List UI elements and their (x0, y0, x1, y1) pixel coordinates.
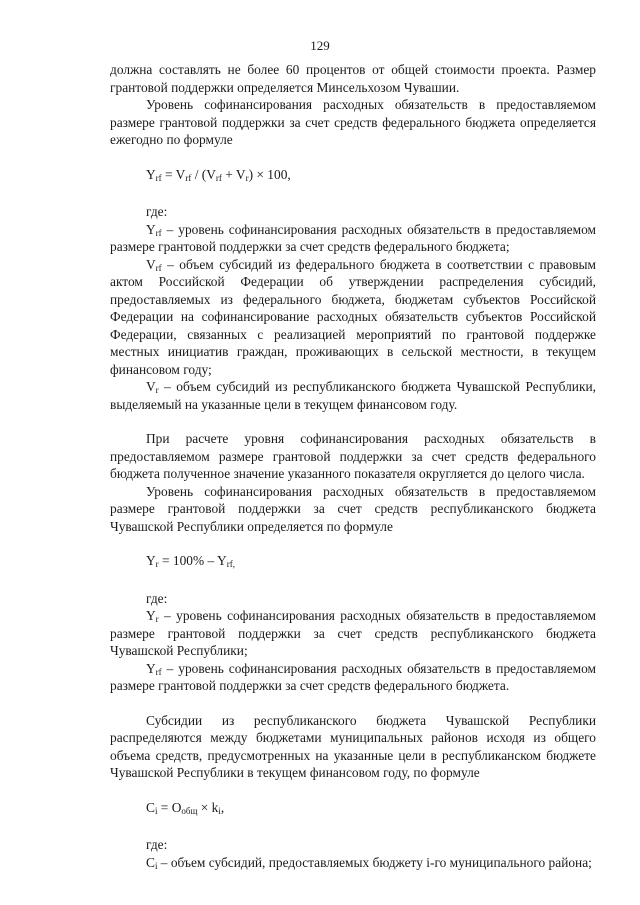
formula-republic-level: $Y_r = 100\% - Y_{rf,}$ (146, 553, 235, 569)
where-label: где: (146, 837, 168, 852)
definition-y-rf: $Y_{rf}$ – уровень софинансирования расходных обязательств в предоставляемом размере грантовой поддержки за счет средств федерального бюджета; (110, 221, 596, 254)
paragraph-republic-level-intro: Уровень софинансирования расходных обязательств в предоставляемом размере грантовой поддержки за счет средств республиканского бюджета Чувашской Республики определяется по формуле (110, 483, 596, 534)
formula-federal-level: $Y_{rf} = V_{rf} / (V_{rf} + V_r) \times 100$, (146, 166, 291, 183)
paragraph-continuation: должна составлять не более 60 процентов от общей стоимости проекта. Размер грантовой поддержки определяется Минсельхозом Чувашии. (110, 62, 596, 95)
definition-c-i: $C_i$ – объем субсидий, предоставляемых бюджету i-го муниципального района; (146, 854, 592, 871)
paragraph-rounding: При расчете уровня софинансирования расходных обязательств в предоставляемом размере грантовой поддержки за счет средств федерального бюджета полученное значение указанного показателя округляется до целого числа. (110, 431, 596, 481)
definition-y-r: $Y_r$ – уровень софинансирования расходных обязательств в предоставляемом размере грантовой поддержки за счет средств республиканского бюджета Чувашской Республики; (110, 608, 596, 658)
document-body (110, 61, 596, 871)
where-label: где: (146, 590, 168, 606)
definition-y-rf-second: $Y_{rf}$ – уровень софинансирования расходных обязательств в предоставляемом размере грантовой поддержки за счет средств федерального бюджета. (110, 660, 596, 693)
page-number: 129 (310, 38, 330, 53)
definition-v-rf: $V_{rf}$ – объем субсидий из федерального бюджета в соответствии с правовым актом Российской Федерации об утверждении распределения субсидий, предоставляемых из федерального бюджета, бюджетам субъектов Российской Федерации на софинансирование расходных обязательств субъектов Российской Федерации, связанных с реализацией мероприятий по грантовой поддержке местных инициатив граждан, проживающих в сельской местности, в текущем финансовом году; (110, 256, 596, 377)
where-label: где: (146, 204, 168, 219)
definition-v-r: $V_r$ – объем субсидий из республиканского бюджета Чувашской Республики, выделяемый на указанные цели в текущем финансовом году. (110, 379, 596, 412)
formula-distribution: $C_i = O_{общ} \times k_i$, (146, 799, 225, 816)
paragraph-distribution: Субсидии из республиканского бюджета Чувашской Республики распределяются между бюджетами муниципальных районов исходя из общего объема средств, предусмотренных на указанные цели в республиканском бюджете Чувашской Республики в текущем финансовом году, по формуле (110, 712, 596, 780)
paragraph-federal-level-intro: Уровень софинансирования расходных обязательств в предоставляемом размере грантовой поддержки за счет средств федерального бюджета определяется ежегодно по формуле (110, 97, 596, 147)
